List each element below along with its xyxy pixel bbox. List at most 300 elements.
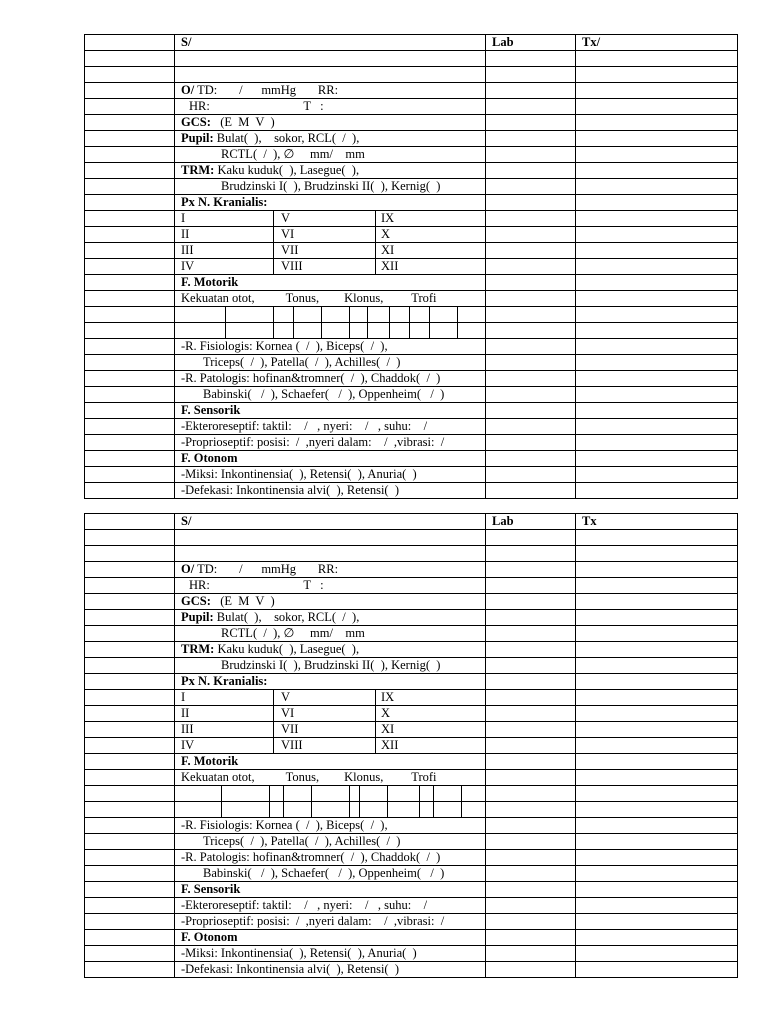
form-row: [84, 82, 738, 98]
form-row: [84, 482, 738, 499]
lab-cell: [485, 562, 575, 577]
lab-cell: [485, 946, 575, 961]
lab-cell: [485, 35, 575, 50]
nerve-label: VIII: [281, 738, 303, 752]
left-margin-cell: [85, 307, 175, 322]
lab-header: Lab: [492, 514, 514, 528]
left-margin-cell: [85, 834, 175, 849]
tx-cell: [575, 67, 739, 82]
exam-cell: [175, 706, 485, 721]
left-margin-cell: [85, 483, 175, 498]
form-row: [84, 242, 738, 258]
form-row: [84, 450, 738, 466]
neuro-exam-form: [84, 34, 738, 499]
lab-cell: [485, 67, 575, 82]
lab-cell: [485, 483, 575, 498]
objective-line: [181, 83, 338, 98]
pupil-line: [181, 131, 359, 146]
form-row: [84, 178, 738, 194]
tx-cell: [575, 51, 739, 66]
tx-cell: [575, 834, 739, 849]
exam-cell: [175, 323, 485, 338]
left-margin-cell: [85, 930, 175, 945]
form-row: [84, 657, 738, 673]
form-row: [84, 386, 738, 402]
left-margin-cell: [85, 754, 175, 769]
form-row: [84, 705, 738, 721]
tx-cell: [575, 435, 739, 450]
left-margin-cell: [85, 914, 175, 929]
lab-cell: [485, 866, 575, 881]
exam-cell: [175, 371, 485, 386]
form-row: [84, 929, 738, 945]
tx-cell: [575, 530, 739, 545]
left-margin-cell: [85, 562, 175, 577]
exam-cell: [175, 770, 485, 785]
pupil-line-label: Pupil:: [181, 131, 214, 145]
objective-line: [181, 562, 338, 577]
exam-cell: [175, 626, 485, 641]
left-margin-cell: [85, 387, 175, 402]
left-margin-cell: [85, 403, 175, 418]
form-row: [84, 274, 738, 290]
left-margin-cell: [85, 530, 175, 545]
tx-cell: [575, 898, 739, 913]
hr-temp-line: HR: T :: [189, 578, 324, 592]
left-margin-cell: [85, 946, 175, 961]
left-margin-cell: [85, 355, 175, 370]
lab-cell: [485, 179, 575, 194]
header-row: [84, 513, 738, 529]
trm-brudzinski-line: Brudzinski I( ), Brudzinski II( ), Kernig( ): [221, 179, 441, 193]
form-row: [84, 529, 738, 545]
exam-cell: [175, 962, 485, 977]
exam-cell: [175, 451, 485, 466]
reflex-pathologic-line-2: Babinski( / ), Schaefer( / ), Oppenheim( / ): [203, 387, 445, 401]
nerve-label: XI: [381, 722, 395, 736]
tx-header: Tx: [582, 514, 597, 528]
tx-cell: [575, 866, 739, 881]
tx-cell: [575, 818, 739, 833]
exam-cell: [175, 387, 485, 402]
reflex-physiologic-line-2: Triceps( / ), Patella( / ), Achilles( / ): [203, 355, 401, 369]
tx-cell: [575, 163, 739, 178]
nerve-label: IV: [181, 738, 195, 752]
exam-cell: [175, 163, 485, 178]
tx-cell: [575, 914, 739, 929]
header-row: [84, 34, 738, 50]
lab-cell: [485, 610, 575, 625]
exam-cell: [175, 546, 485, 561]
exam-cell: [175, 227, 485, 242]
nerve-label: VIII: [281, 259, 303, 273]
tx-cell: [575, 195, 739, 210]
left-margin-cell: [85, 882, 175, 897]
pupil-line-text: Bulat( ), sokor, RCL( / ),: [213, 131, 360, 145]
lab-cell: [485, 914, 575, 929]
left-margin-cell: [85, 275, 175, 290]
exam-cell: [175, 674, 485, 689]
sensorik-proprioceptive: -Proprioseptif: posisi: / ,nyeri dalam: / ,vibrasi: /: [181, 435, 445, 449]
left-margin-cell: [85, 658, 175, 673]
otonom-miksi: -Miksi: Inkontinensia( ), Retensi( ), Anuria( ): [181, 946, 417, 960]
gcs-line-label: GCS:: [181, 594, 211, 608]
tx-cell: [575, 546, 739, 561]
left-margin-cell: [85, 339, 175, 354]
tx-cell: [575, 355, 739, 370]
lab-cell: [485, 51, 575, 66]
form-row: [84, 737, 738, 753]
lab-header: Lab: [492, 35, 514, 49]
nerve-label: IV: [181, 259, 195, 273]
tx-cell: [575, 259, 739, 274]
tx-cell: [575, 451, 739, 466]
exam-cell: [175, 51, 485, 66]
lab-cell: [485, 307, 575, 322]
left-margin-cell: [85, 786, 175, 801]
lab-cell: [485, 435, 575, 450]
lab-cell: [485, 355, 575, 370]
form-row: [84, 66, 738, 82]
lab-cell: [485, 546, 575, 561]
nerve-label: III: [181, 722, 194, 736]
left-margin-cell: [85, 195, 175, 210]
left-margin-cell: [85, 259, 175, 274]
tx-cell: [575, 419, 739, 434]
form-row: [84, 210, 738, 226]
left-margin-cell: [85, 179, 175, 194]
left-margin-cell: [85, 866, 175, 881]
sensorik-exteroceptive: -Ekteroreseptif: taktil: / , nyeri: / , suhu: /: [181, 419, 428, 433]
exam-cell: [175, 642, 485, 657]
form-row: [84, 577, 738, 593]
lab-cell: [485, 211, 575, 226]
lab-cell: [485, 770, 575, 785]
tx-cell: [575, 371, 739, 386]
motorik-columns: Kekuatan otot, Tonus, Klonus, Trofi: [181, 291, 437, 305]
pupil-line-label: Pupil:: [181, 610, 214, 624]
left-margin-cell: [85, 99, 175, 114]
lab-cell: [485, 642, 575, 657]
trm-brudzinski-line: Brudzinski I( ), Brudzinski II( ), Kernig( ): [221, 658, 441, 672]
exam-cell: [175, 690, 485, 705]
form-row: [84, 130, 738, 146]
tx-cell: [575, 227, 739, 242]
otonom-defekasi: -Defekasi: Inkontinensia alvi( ), Retensi( ): [181, 483, 399, 497]
tx-cell: [575, 131, 739, 146]
tx-cell: [575, 467, 739, 482]
form-row: [84, 753, 738, 769]
lab-cell: [485, 514, 575, 529]
lab-cell: [485, 930, 575, 945]
form-row: [84, 849, 738, 865]
tx-cell: [575, 323, 739, 338]
exam-cell: [175, 467, 485, 482]
exam-cell: [175, 307, 485, 322]
left-margin-cell: [85, 243, 175, 258]
reflex-pathologic-line: -R. Patologis: hofinan&tromner( / ), Chaddok( / ): [181, 371, 441, 385]
lab-cell: [485, 115, 575, 130]
reflex-physiologic-line: -R. Fisiologis: Kornea ( / ), Biceps( / ),: [181, 339, 388, 353]
lab-cell: [485, 163, 575, 178]
exam-cell: [175, 802, 485, 817]
form-row: [84, 418, 738, 434]
exam-cell: [175, 722, 485, 737]
tx-cell: [575, 387, 739, 402]
form-row: [84, 306, 738, 322]
exam-cell: [175, 754, 485, 769]
exam-cell: [175, 195, 485, 210]
form-row: [84, 897, 738, 913]
left-margin-cell: [85, 578, 175, 593]
exam-cell: [175, 131, 485, 146]
lab-cell: [485, 834, 575, 849]
left-margin-cell: [85, 674, 175, 689]
motorik-title: F. Motorik: [181, 754, 239, 768]
form-row: [84, 545, 738, 561]
form-row: [84, 98, 738, 114]
kranialis-title: Px N. Kranialis:: [181, 195, 268, 209]
trm-line-label: TRM:: [181, 163, 215, 177]
tx-cell: [575, 99, 739, 114]
lab-cell: [485, 451, 575, 466]
lab-cell: [485, 738, 575, 753]
gcs-line-label: GCS:: [181, 115, 211, 129]
neuro-exam-form: [84, 513, 738, 978]
exam-cell: [175, 658, 485, 673]
subjective-header: S/: [181, 514, 192, 528]
exam-cell: [175, 738, 485, 753]
nerve-label: II: [181, 706, 190, 720]
form-row: [84, 162, 738, 178]
lab-cell: [485, 578, 575, 593]
form-row: [84, 434, 738, 450]
left-margin-cell: [85, 115, 175, 130]
tx-cell: [575, 514, 739, 529]
lab-cell: [485, 467, 575, 482]
form-row: [84, 721, 738, 737]
left-margin-cell: [85, 51, 175, 66]
nerve-label: VII: [281, 722, 299, 736]
exam-cell: [175, 243, 485, 258]
tx-cell: [575, 291, 739, 306]
form-row: [84, 354, 738, 370]
form-row: [84, 641, 738, 657]
tx-cell: [575, 211, 739, 226]
lab-cell: [485, 99, 575, 114]
form-row: [84, 801, 738, 817]
lab-cell: [485, 259, 575, 274]
lab-cell: [485, 419, 575, 434]
left-margin-cell: [85, 690, 175, 705]
trm-line-text: Kaku kuduk( ), Lasegue( ),: [214, 163, 360, 177]
tx-cell: [575, 483, 739, 498]
left-margin-cell: [85, 610, 175, 625]
lab-cell: [485, 754, 575, 769]
left-margin-cell: [85, 419, 175, 434]
trm-line-label: TRM:: [181, 642, 215, 656]
exam-cell: [175, 930, 485, 945]
form-row: [84, 785, 738, 801]
otonom-title: F. Otonom: [181, 451, 238, 465]
reflex-physiologic-line: -R. Fisiologis: Kornea ( / ), Biceps( / ),: [181, 818, 388, 832]
exam-cell: [175, 211, 485, 226]
tx-cell: [575, 275, 739, 290]
tx-cell: [575, 243, 739, 258]
form-row: [84, 50, 738, 66]
sensorik-proprioceptive: -Proprioseptif: posisi: / ,nyeri dalam: / ,vibrasi: /: [181, 914, 445, 928]
nerve-label: III: [181, 243, 194, 257]
nerve-label: X: [381, 227, 391, 241]
left-margin-cell: [85, 435, 175, 450]
lab-cell: [485, 722, 575, 737]
exam-cell: [175, 291, 485, 306]
tx-cell: [575, 339, 739, 354]
tx-cell: [575, 690, 739, 705]
tx-cell: [575, 307, 739, 322]
nerve-label: VI: [281, 227, 295, 241]
left-margin-cell: [85, 67, 175, 82]
tx-cell: [575, 722, 739, 737]
exam-cell: [175, 946, 485, 961]
form-row: [84, 114, 738, 130]
exam-cell: [175, 99, 485, 114]
exam-cell: [175, 786, 485, 801]
exam-cell: [175, 562, 485, 577]
lab-cell: [485, 291, 575, 306]
lab-cell: [485, 371, 575, 386]
lab-cell: [485, 658, 575, 673]
trm-line: [181, 163, 359, 178]
form-row: [84, 466, 738, 482]
form-row: [84, 673, 738, 689]
tx-cell: [575, 882, 739, 897]
nerve-label: X: [381, 706, 391, 720]
form-row: [84, 865, 738, 881]
left-margin-cell: [85, 706, 175, 721]
tx-cell: [575, 83, 739, 98]
tx-cell: [575, 610, 739, 625]
left-margin-cell: [85, 83, 175, 98]
pupil-rctl-line: RCTL( / ), ∅ mm/ mm: [221, 626, 365, 640]
tx-cell: [575, 179, 739, 194]
lab-cell: [485, 83, 575, 98]
hr-temp-line: HR: T :: [189, 99, 324, 113]
tx-cell: [575, 403, 739, 418]
left-margin-cell: [85, 163, 175, 178]
exam-cell: [175, 275, 485, 290]
lab-cell: [485, 594, 575, 609]
gcs-line: [181, 115, 275, 130]
reflex-pathologic-line: -R. Patologis: hofinan&tromner( / ), Chaddok( / ): [181, 850, 441, 864]
exam-cell: [175, 403, 485, 418]
lab-cell: [485, 674, 575, 689]
left-margin-cell: [85, 802, 175, 817]
lab-cell: [485, 275, 575, 290]
tx-cell: [575, 147, 739, 162]
sensorik-title: F. Sensorik: [181, 882, 241, 896]
lab-cell: [485, 690, 575, 705]
lab-cell: [485, 227, 575, 242]
exam-cell: [175, 483, 485, 498]
sensorik-exteroceptive: -Ekteroreseptif: taktil: / , nyeri: / , suhu: /: [181, 898, 428, 912]
tx-cell: [575, 626, 739, 641]
lab-cell: [485, 786, 575, 801]
tx-cell: [575, 738, 739, 753]
tx-cell: [575, 594, 739, 609]
objective-line-text: TD: / mmHg RR:: [194, 83, 339, 97]
lab-cell: [485, 706, 575, 721]
nerve-label: V: [281, 211, 291, 225]
gcs-line-text: (E M V ): [210, 115, 275, 129]
gcs-line: [181, 594, 275, 609]
exam-cell: [175, 850, 485, 865]
form-row: [84, 402, 738, 418]
objective-line-label: O/: [181, 562, 195, 576]
nerve-label: V: [281, 690, 291, 704]
exam-cell: [175, 35, 485, 50]
lab-cell: [485, 243, 575, 258]
left-margin-cell: [85, 626, 175, 641]
exam-cell: [175, 67, 485, 82]
pupil-line: [181, 610, 359, 625]
tx-cell: [575, 115, 739, 130]
left-margin-cell: [85, 467, 175, 482]
left-margin-cell: [85, 451, 175, 466]
tx-cell: [575, 35, 739, 50]
form-row: [84, 881, 738, 897]
lab-cell: [485, 882, 575, 897]
left-margin-cell: [85, 850, 175, 865]
form-row: [84, 258, 738, 274]
motorik-title: F. Motorik: [181, 275, 239, 289]
nerve-label: VII: [281, 243, 299, 257]
kranialis-title: Px N. Kranialis:: [181, 674, 268, 688]
exam-cell: [175, 435, 485, 450]
left-margin-cell: [85, 514, 175, 529]
tx-cell: [575, 562, 739, 577]
exam-cell: [175, 514, 485, 529]
subjective-header: S/: [181, 35, 192, 49]
tx-cell: [575, 674, 739, 689]
otonom-defekasi: -Defekasi: Inkontinensia alvi( ), Retensi( ): [181, 962, 399, 976]
exam-cell: [175, 419, 485, 434]
reflex-pathologic-line-2: Babinski( / ), Schaefer( / ), Oppenheim( / ): [203, 866, 445, 880]
tx-cell: [575, 850, 739, 865]
tx-cell: [575, 754, 739, 769]
exam-cell: [175, 259, 485, 274]
nerve-label: VI: [281, 706, 295, 720]
nerve-label: IX: [381, 211, 395, 225]
lab-cell: [485, 387, 575, 402]
lab-cell: [485, 530, 575, 545]
sensorik-title: F. Sensorik: [181, 403, 241, 417]
lab-cell: [485, 626, 575, 641]
left-margin-cell: [85, 227, 175, 242]
lab-cell: [485, 962, 575, 977]
form-row: [84, 945, 738, 961]
gcs-line-text: (E M V ): [210, 594, 275, 608]
tx-cell: [575, 962, 739, 977]
lab-cell: [485, 898, 575, 913]
tx-cell: [575, 802, 739, 817]
left-margin-cell: [85, 898, 175, 913]
lab-cell: [485, 195, 575, 210]
reflex-physiologic-line-2: Triceps( / ), Patella( / ), Achilles( / ): [203, 834, 401, 848]
left-margin-cell: [85, 546, 175, 561]
left-margin-cell: [85, 818, 175, 833]
form-row: [84, 226, 738, 242]
